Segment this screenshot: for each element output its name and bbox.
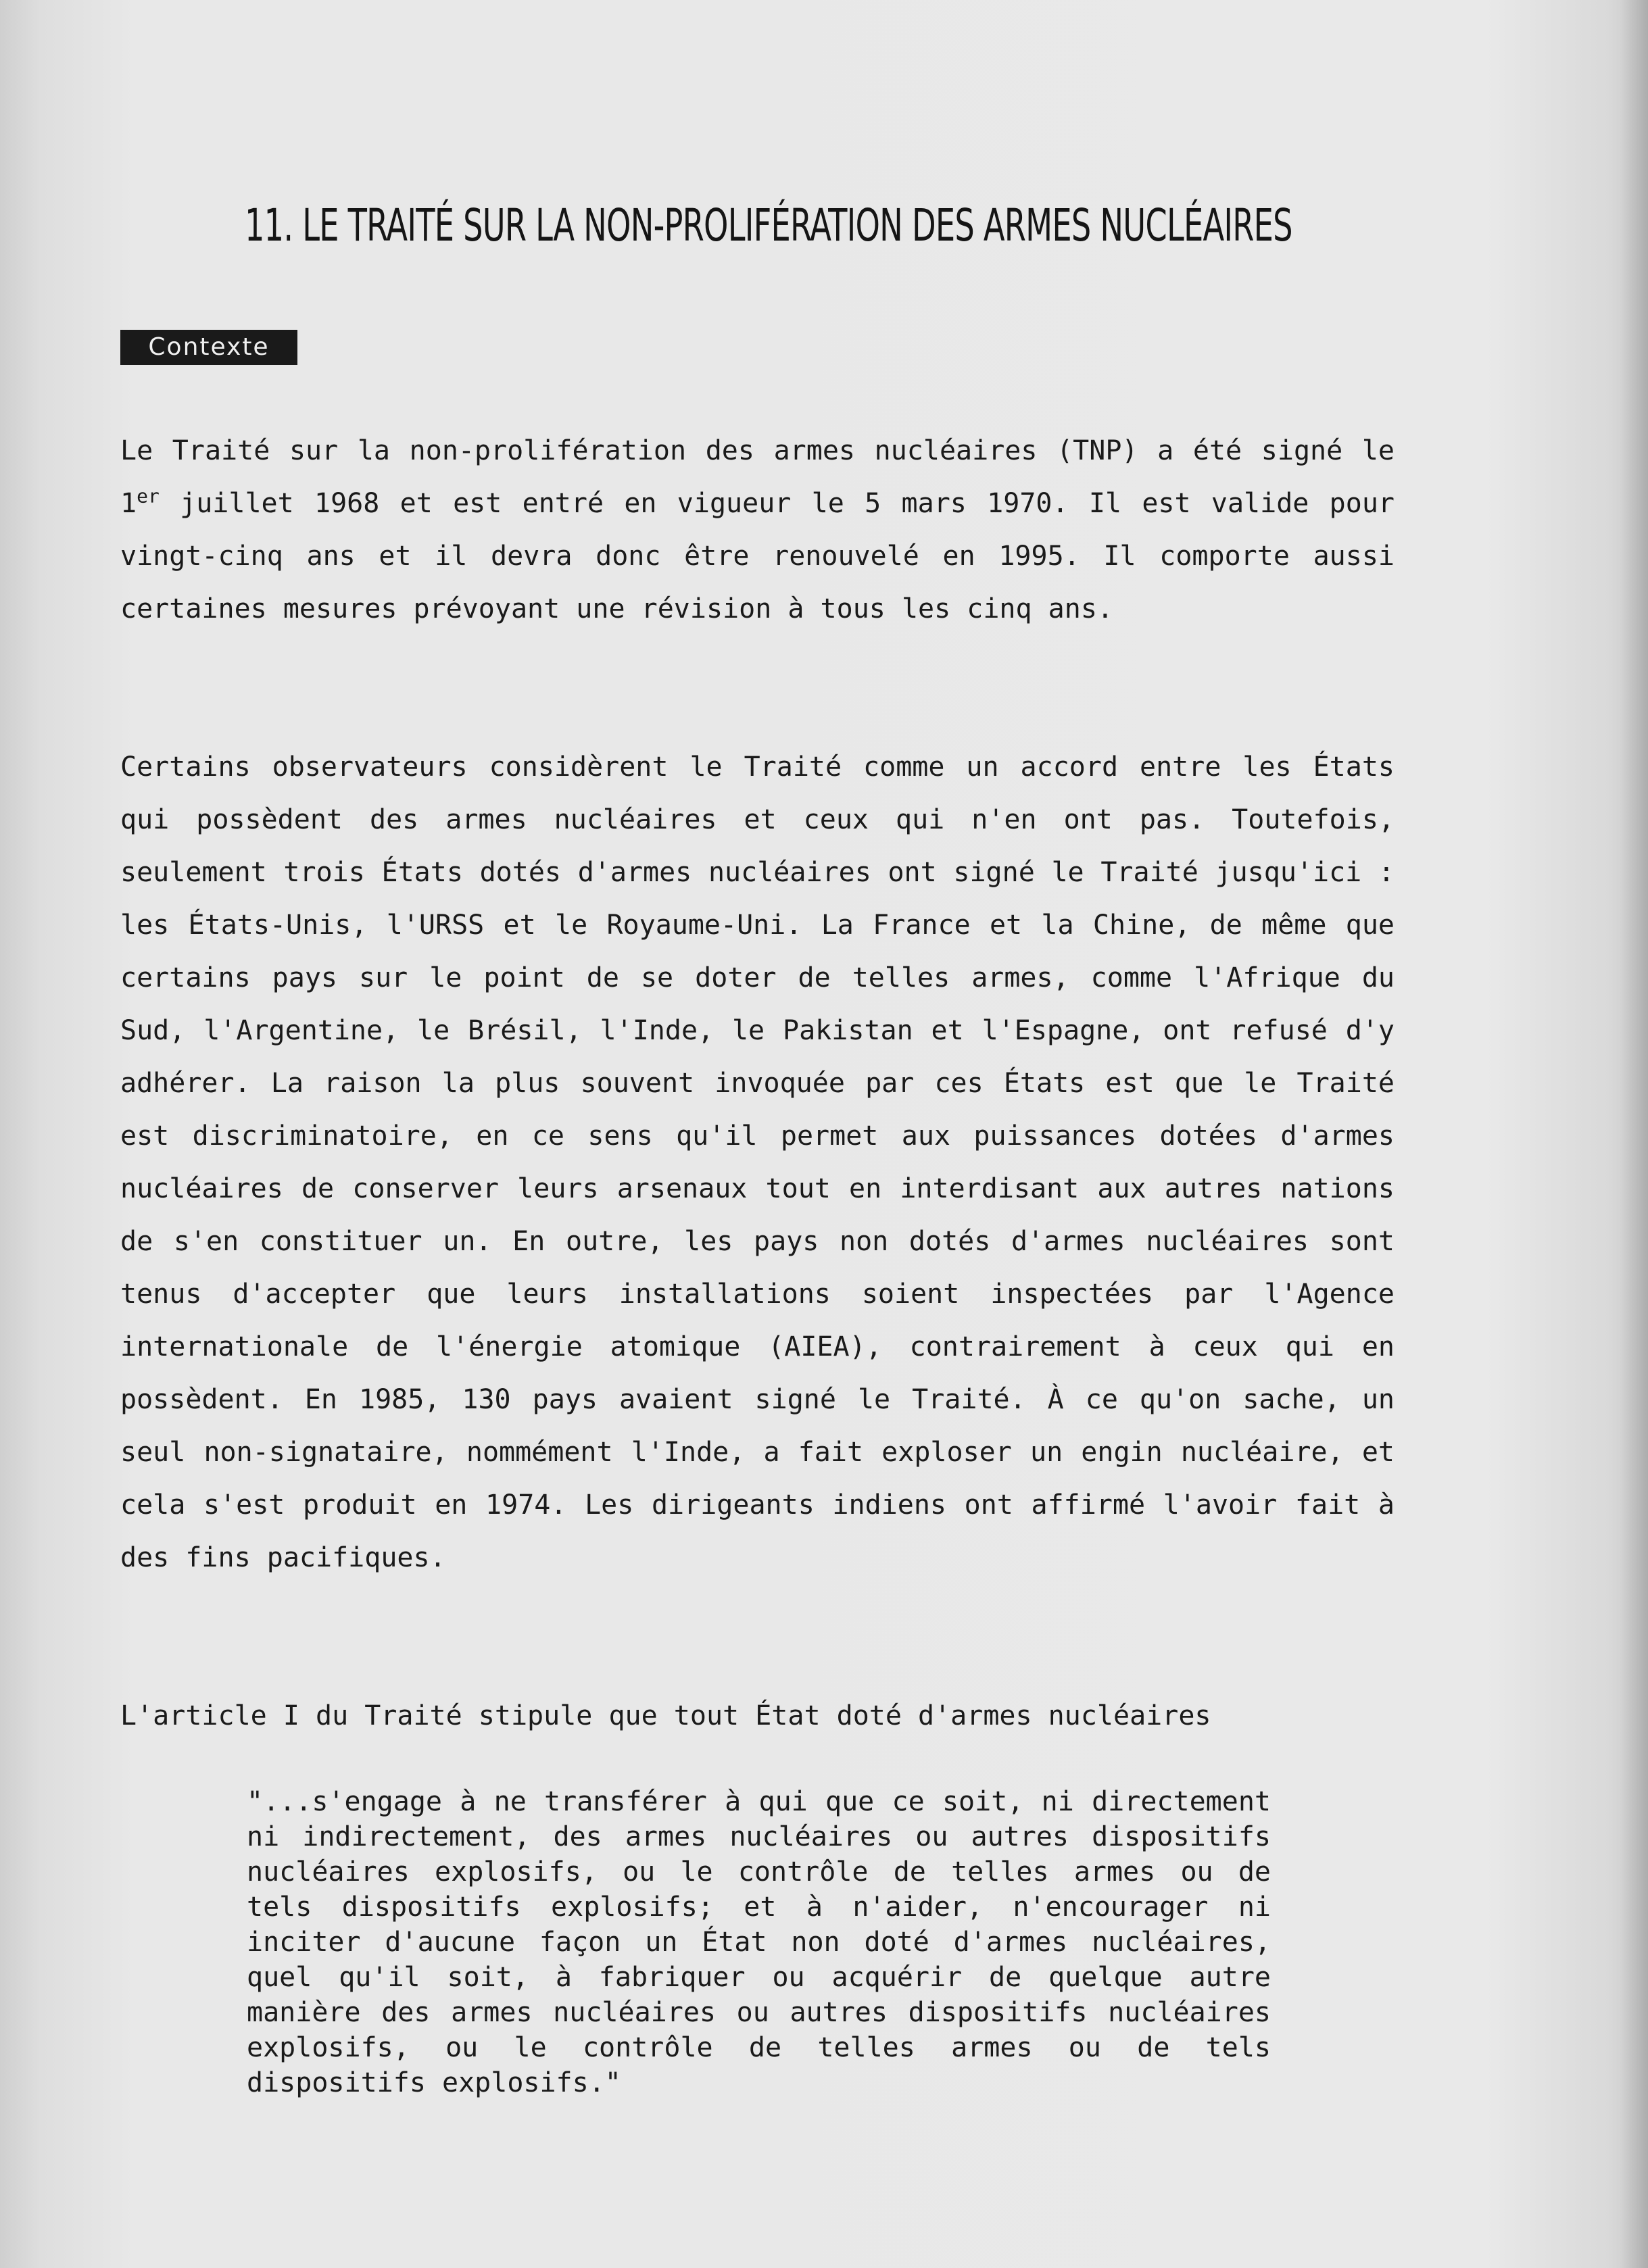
paragraph-1-text-b: juillet 1968 et est entré en vigueur le 5 mars 1970. Il est valide pour vingt-cinq ans et il devra donc être renouvelé en 1995. Il comporte aussi certaines mesures prévoyant une révision à tous les cinq ans.	[120, 488, 1395, 624]
block-quote: "...s'engage à ne transférer à qui que ce soit, ni directement ni indirectement, des armes nucléaires ou autres dispositifs nucléaires explosifs, ou le contrôle de telles armes ou de tels dispositifs explosifs; et à n'aider, n'encourager ni inciter d'aucune façon un État non doté d'armes nucléaires, quel qu'il soit, à fabriquer ou acquérir de quelque autre manière des armes nucléaires ou autres dispositifs nucléaires explosifs, ou le contrôle de telles armes ou de tels dispositifs explosifs."	[247, 1786, 1271, 2098]
paragraph-1	[120, 424, 1395, 635]
context-badge: Contexte	[120, 330, 297, 365]
section-title: 11. LE TRAITÉ SUR LA NON-PROLIFÉRATION DES ARMES NUCLÉAIRES	[245, 199, 1292, 251]
ordinal-superscript: er	[137, 485, 160, 508]
paragraph-3: L'article I du Traité stipule que tout État doté d'armes nucléaires	[120, 1700, 1211, 1731]
paragraph-2: Certains observateurs considèrent le Traité comme un accord entre les États qui possèdent des armes nucléaires et ceux qui n'en ont pas. Toutefois, seulement trois États dotés d'armes nucléaires ont signé le Traité jusqu'ici : les États-Unis, l'URSS et le Royaume-Uni. La France et la Chine, de même que certains pays sur le point de se doter de telles armes, comme l'Afrique du Sud, l'Argentine, le Brésil, l'Inde, le Pakistan et l'Espagne, ont refusé d'y adhérer. La raison la plus souvent invoquée par ces États est que le Traité est discriminatoire, en ce sens qu'il permet aux puissances dotées d'armes nucléaires de conserver leurs arsenaux tout en interdisant aux autres nations de s'en constituer un. En outre, les pays non dotés d'armes nucléaires sont tenus d'accepter que leurs installations soient inspectées par l'Agence internationale de l'énergie atomique (AIEA), contrairement à ceux qui en possèdent. En 1985, 130 pays avaient signé le Traité. À ce qu'on sache, un seul non-signataire, nommément l'Inde, a fait exploser un engin nucléaire, et cela s'est produit en 1974. Les dirigeants indiens ont affirmé l'avoir fait à des fins pacifiques.	[120, 751, 1395, 1573]
page-edge-shadow	[1621, 0, 1648, 2268]
paragraph-1-text-a: Le Traité sur la non-prolifération des armes nucléaires (TNP) a été signé le 1	[120, 435, 1395, 519]
